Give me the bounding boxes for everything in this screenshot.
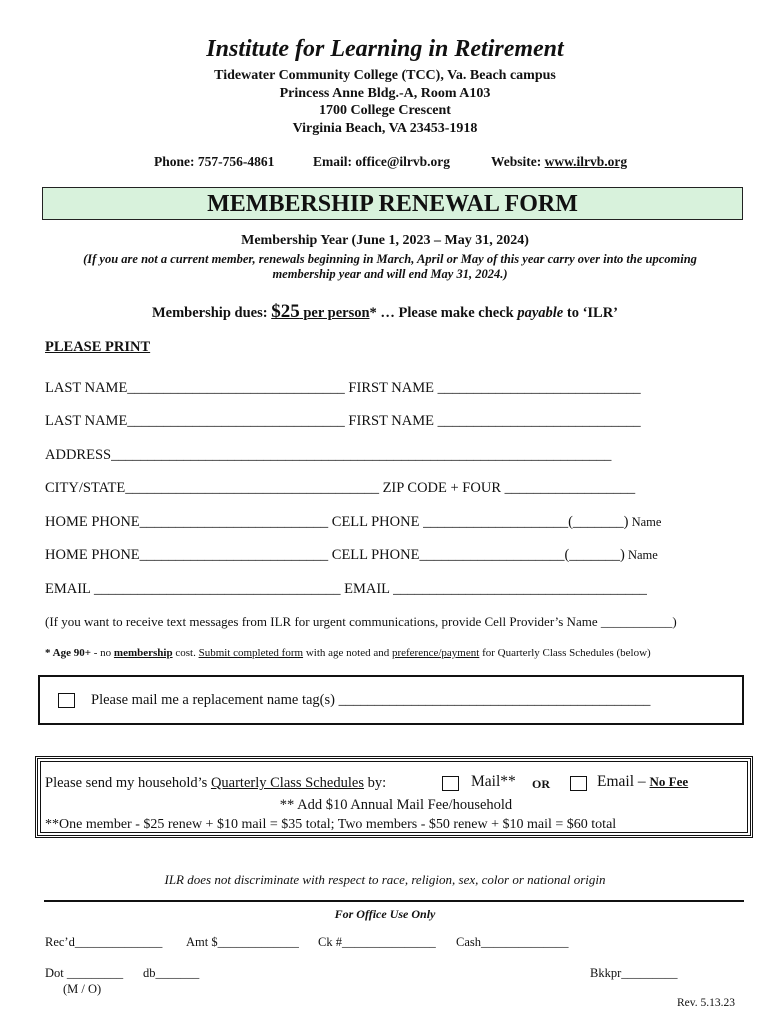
schedules-inner xyxy=(40,761,748,833)
text-message-note[interactable]: (If you want to receive text messages from ILR for urgent communications, provide Cell Provider’s Name ___________) xyxy=(45,614,677,629)
email-checkbox[interactable] xyxy=(570,776,587,791)
mail-fee-note: ** Add $10 Annual Mail Fee/household xyxy=(279,797,513,813)
phone-fields[interactable]: HOME PHONE__________________________ CELL PHONE____________________(_______) xyxy=(45,547,625,563)
email-label: Email – xyxy=(597,773,650,790)
recd-field: Rec’d______________ xyxy=(45,935,163,949)
age-note-text: with age noted and xyxy=(303,647,392,659)
schedules-suffix: by: xyxy=(363,775,387,791)
name-tag-box xyxy=(38,675,744,725)
office-divider xyxy=(44,900,744,902)
address-line: Tidewater Community College (TCC), Va. Beach campus xyxy=(214,68,556,83)
contact-row xyxy=(0,154,770,172)
address-line: 1700 College Crescent xyxy=(319,103,451,118)
age-note xyxy=(45,647,651,659)
schedules-text xyxy=(45,775,386,792)
city-zip-field[interactable]: CITY/STATE___________________________________ ZIP CODE + FOUR __________________ xyxy=(45,480,636,496)
website-text: Website: www.ilrvb.org xyxy=(491,154,628,169)
phone-text: Phone: 757-756-4861 xyxy=(154,154,275,169)
amt-field: Amt $_____________ xyxy=(186,935,299,949)
org-title: Institute for Learning in Retirement xyxy=(206,36,564,62)
email-text: Email: office@ilrvb.org xyxy=(313,154,451,169)
email-field-row[interactable]: EMAIL __________________________________ EMAIL ___________________________________ xyxy=(45,581,647,597)
membership-dues xyxy=(0,301,770,323)
dues-prefix: Membership dues: xyxy=(151,305,272,321)
schedules-box xyxy=(35,756,753,838)
mail-checkbox[interactable] xyxy=(442,776,459,791)
schedules-link: Quarterly Class Schedules xyxy=(210,775,364,791)
no-fee-label: No Fee xyxy=(649,774,689,789)
age-note-pref: preference/payment xyxy=(391,647,480,659)
name-label: Name xyxy=(624,548,658,562)
address-field[interactable]: ADDRESS_____________________________________________________________________ xyxy=(45,447,612,463)
dues-end: to ‘ILR’ xyxy=(563,305,619,321)
dues-amount: $25 xyxy=(271,301,300,322)
age-note-text: for Quarterly Class Schedules (below) xyxy=(479,647,651,659)
schedules-prefix: Please send my household’s xyxy=(45,775,211,791)
or-label: OR xyxy=(532,777,550,791)
form-title-banner: MEMBERSHIP RENEWAL FORM xyxy=(42,187,743,220)
age-note-text: - no xyxy=(91,647,114,659)
name-tag-label: Please mail me a replacement name tag(s) ___________________________________________ xyxy=(91,692,651,708)
name-label: Name xyxy=(628,515,662,529)
dot-field: Dot _________ xyxy=(45,966,124,980)
email-option xyxy=(597,773,688,791)
phone-fields[interactable]: HOME PHONE__________________________ CELL PHONE ____________________(_______) xyxy=(45,514,629,530)
bkkpr-field: Bkkpr_________ xyxy=(590,966,678,980)
dues-suffix: * … Please make check xyxy=(369,305,518,321)
renewal-note-line: (If you are not a current member, renewals beginning in March, April or May of this year carry over into the upcoming xyxy=(83,252,697,266)
mail-label: Mail** xyxy=(471,773,516,790)
name-field-row-2[interactable]: LAST NAME______________________________ FIRST NAME ____________________________ xyxy=(45,413,641,429)
mo-label: (M / O) xyxy=(63,982,102,996)
revision-label: Rev. 5.13.23 xyxy=(677,997,736,1009)
age-note-prefix: * Age 90+ xyxy=(45,647,91,659)
dues-payable: payable xyxy=(517,305,564,321)
website-link[interactable]: www.ilrvb.org xyxy=(544,154,628,169)
name-field-row-1[interactable]: LAST NAME______________________________ FIRST NAME ____________________________ xyxy=(45,380,641,396)
phone-field-row-2[interactable] xyxy=(45,547,658,564)
renewal-note-line: membership year and will end May 31, 2024.) xyxy=(272,267,508,281)
cash-field: Cash______________ xyxy=(456,935,569,949)
db-field: db_______ xyxy=(143,966,200,980)
membership-year: Membership Year (June 1, 2023 – May 31, 2024) xyxy=(241,233,529,248)
age-note-text: cost. xyxy=(172,647,199,659)
ck-field: Ck #_______________ xyxy=(318,935,436,949)
fee-totals: **One member - $25 renew + $10 mail = $35 total; Two members - $50 renew + $10 mail = $60 total xyxy=(45,817,617,832)
age-note-submit: Submit completed form xyxy=(198,647,304,659)
address-line: Virginia Beach, VA 23453-1918 xyxy=(292,121,478,136)
address-line: Princess Anne Bldg.-A, Room A103 xyxy=(279,86,491,101)
nondiscrimination-statement: ILR does not discriminate with respect to race, religion, sex, color or national origin xyxy=(164,872,606,887)
dues-per: per person xyxy=(299,305,370,321)
name-tag-checkbox[interactable] xyxy=(58,693,75,708)
please-print-label: PLEASE PRINT xyxy=(45,339,151,355)
office-use-label: For Office Use Only xyxy=(334,907,436,921)
age-note-membership: membership xyxy=(113,647,173,659)
phone-field-row-1[interactable] xyxy=(45,514,661,531)
renewal-note xyxy=(40,252,740,282)
